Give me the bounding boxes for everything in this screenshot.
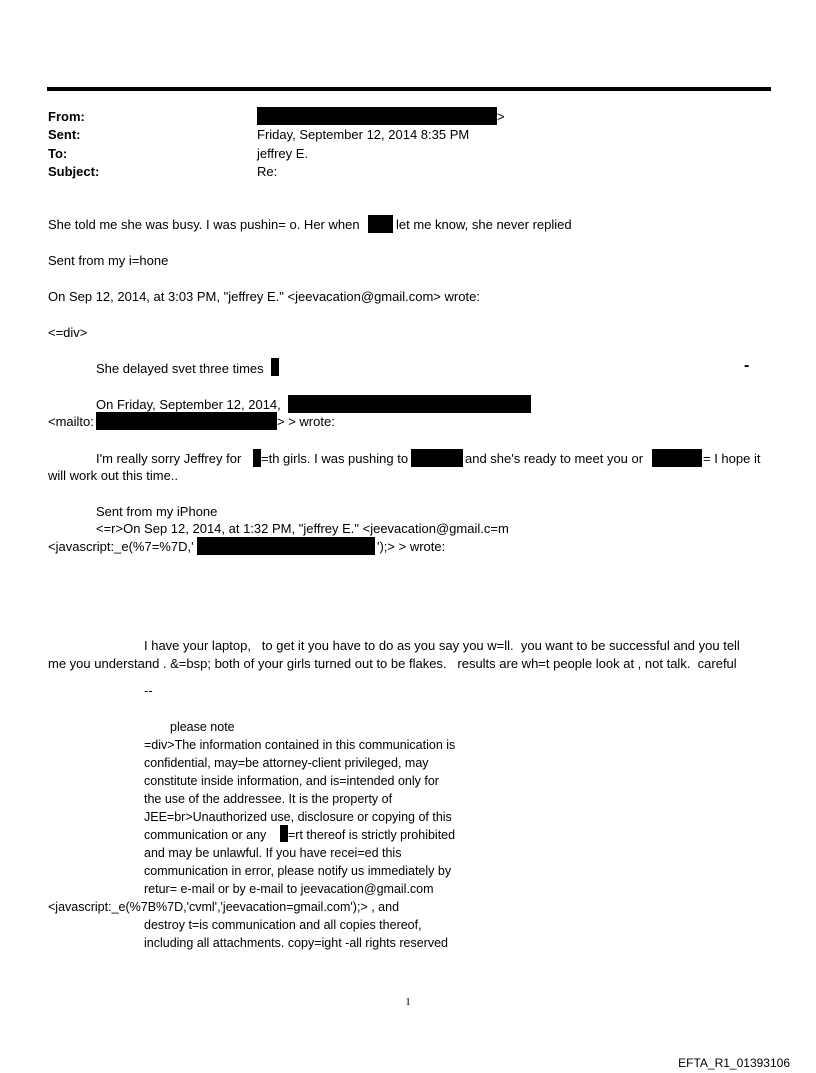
disclaimer-line: =rt thereof is strictly prohibited [288, 828, 456, 842]
signature-separator: -- [144, 683, 153, 698]
body-line: <=r>On Sep 12, 2014, at 1:32 PM, "jeffrey E." <jeevacation@gmail.c=m [96, 521, 509, 536]
redaction-box [288, 395, 531, 413]
stray-dash: - [744, 357, 750, 374]
from-value: > [497, 109, 505, 124]
body-line: = I hope it [703, 451, 761, 466]
disclaimer-line: including all attachments. copy=ight -all rights reserved [144, 936, 448, 950]
disclaimer-line: communication in error, please notify us immediately by [144, 864, 452, 878]
body-line: <mailto: [48, 414, 94, 429]
header-divider [47, 87, 771, 91]
redaction-box [257, 107, 497, 125]
body-line: Sent from my i=hone [48, 253, 169, 268]
subject-label: Subject: [48, 164, 100, 179]
body-line: She told me she was busy. I was pushin= o. Her when [48, 217, 360, 232]
body-line: I'm really sorry Jeffrey for [96, 451, 242, 466]
disclaimer-line: =div>The information contained in this communication is [144, 738, 456, 752]
body-line: <=div> [48, 325, 88, 340]
body-line: ');> > wrote: [377, 539, 446, 554]
body-line: and she's ready to meet you or [465, 451, 644, 466]
disclaimer-line: please note [170, 720, 235, 734]
sent-value: Friday, September 12, 2014 8:35 PM [257, 127, 470, 142]
redaction-box [411, 449, 463, 467]
disclaimer-line: destroy t=is communication and all copies thereof, [144, 918, 422, 932]
disclaimer-line: JEE=br>Unauthorized use, disclosure or copying of this [144, 810, 452, 824]
subject-value: Re: [257, 164, 278, 179]
body-line: will work out this time.. [48, 468, 179, 483]
body-line: On Sep 12, 2014, at 3:03 PM, "jeffrey E." <jeevacation@gmail.com> wrote: [48, 289, 480, 304]
body-line: Sent from my iPhone [96, 504, 218, 519]
body-line: She delayed svet three times [96, 361, 264, 376]
body-line: =th girls. I was pushing to [261, 451, 409, 466]
redaction-box [271, 358, 279, 376]
disclaimer-line: confidential, may=be attorney-client privileged, may [144, 756, 429, 770]
to-label: To: [48, 146, 68, 161]
disclaimer-line: and may be unlawful. If you have recei=ed this [144, 846, 402, 860]
body-line: On Friday, September 12, 2014, [96, 397, 281, 412]
redaction-box [652, 449, 702, 467]
from-label: From: [48, 109, 85, 124]
disclaimer-line: communication or any [144, 828, 267, 842]
document-id: EFTA_R1_01393106 [678, 1056, 790, 1070]
body-line: I have your laptop, to get it you have to do as you say you w=ll. you want to be successful and you tell [144, 638, 740, 653]
disclaimer-line: the use of the addressee. It is the property of [144, 792, 393, 806]
redaction-box [368, 215, 393, 233]
body-line: <javascript:_e(%7=%7D,' [48, 539, 194, 554]
redaction-box [280, 825, 288, 842]
redaction-box [197, 537, 375, 555]
redaction-box [253, 449, 261, 467]
body-line: let me know, she never replied [396, 217, 572, 232]
disclaimer-line: <javascript:_e(%7B%7D,'cvml','jeevacation=gmail.com');> , and [48, 900, 400, 914]
body-line: me you understand . &=bsp; both of your girls turned out to be flakes. results are wh=t people look at , not talk. careful [48, 656, 737, 671]
page-number: 1 [405, 996, 411, 1008]
disclaimer-line: constitute inside information, and is=intended only for [144, 774, 439, 788]
to-value: jeffrey E. [257, 146, 309, 161]
sent-label: Sent: [48, 127, 81, 142]
disclaimer-line: retur= e-mail or by e-mail to jeevacation@gmail.com [144, 882, 434, 896]
redaction-box [96, 412, 277, 430]
body-line: > > wrote: [277, 414, 335, 429]
